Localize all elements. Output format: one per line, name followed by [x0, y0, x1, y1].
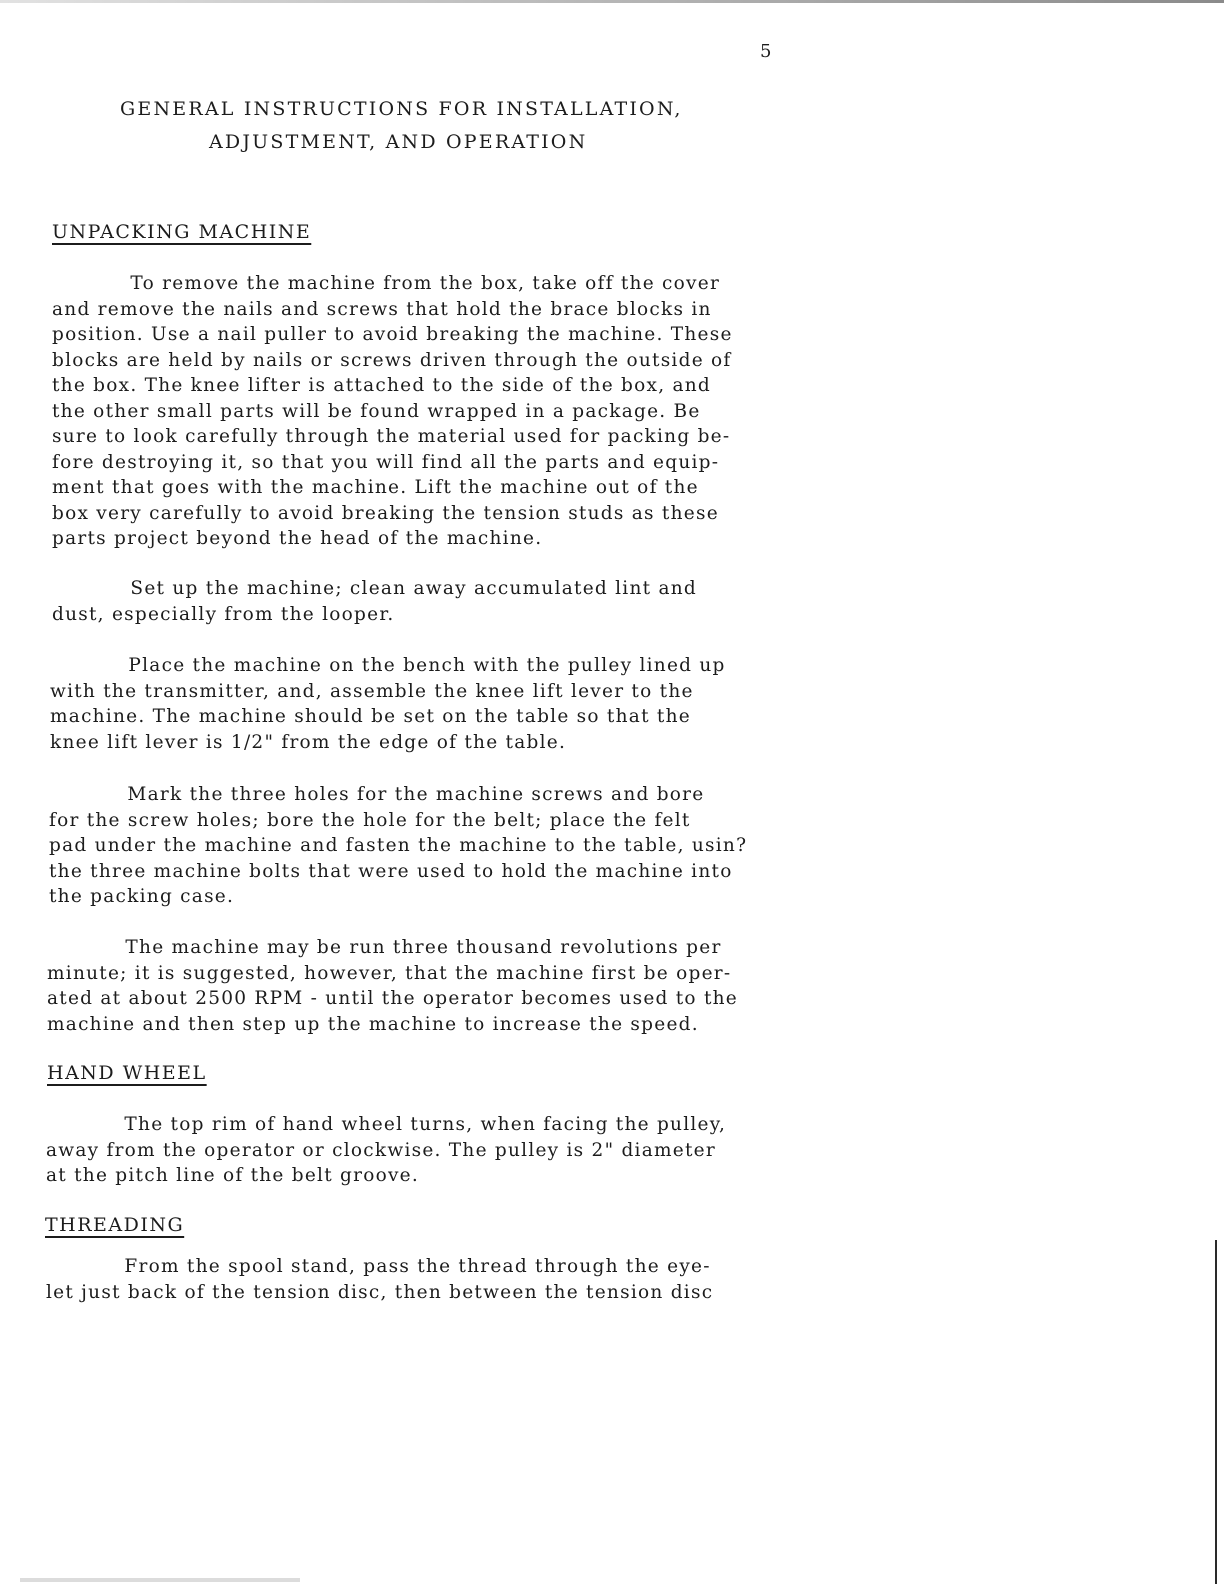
scan-bottom-edge: [20, 1578, 300, 1582]
hand-wheel-paragraph-1: The top rim of hand wheel turns, when facing the pulley, away from the operator or clockwise. The pulley is 2" diameter at the pitch line of the belt groove.: [46, 1114, 727, 1186]
unpacking-paragraph-5: The machine may be run three thousand revolutions per minute; it is suggested, however, that the machine first be oper- ated at about 2500 RPM - until the operator becomes used to the machine and then step up the machine to increase the speed.: [47, 937, 739, 1035]
section-heading-unpacking-machine: UNPACKING MACHINE: [52, 221, 312, 243]
section-heading-threading: THREADING: [45, 1214, 185, 1236]
unpacking-paragraph-2: Set up the machine; clean away accumulated lint and dust, especially from the looper.: [52, 578, 697, 625]
scan-right-edge: [1215, 1240, 1217, 1584]
threading-paragraph-1: From the spool stand, pass the thread through the eye- let just back of the tension disc, then between the tension disc: [46, 1256, 714, 1303]
page-title-line-2: ADJUSTMENT, AND OPERATION: [209, 131, 588, 153]
page-number: 5: [760, 41, 773, 62]
scan-top-edge: [0, 0, 1224, 3]
unpacking-paragraph-1: To remove the machine from the box, take off the cover and remove the nails and screws that hold the brace blocks in position. Use a nail puller to avoid breaking the machine. These blocks are held by nails or screws driven through the outside of the box. The knee lifter is attached to the side of the box, and the other small parts will be found wrapped in a package. Be sure to look carefully through the material used for packing be- fore destroying it, so that you will find all the parts and equip- ment that goes with the machine. Lift the machine out of the box very carefully to avoid breaking the tension studs as these parts project beyond the head of the machine.: [52, 273, 733, 549]
page-title-line-1: GENERAL INSTRUCTIONS FOR INSTALLATION,: [120, 98, 683, 120]
unpacking-paragraph-3: Place the machine on the bench with the pulley lined up with the transmitter, and, assemble the knee lift lever to the machine. The machine should be set on the table so that the knee lift lever is 1/2" from the edge of the table.: [50, 655, 726, 753]
section-heading-hand-wheel: HAND WHEEL: [47, 1062, 207, 1084]
unpacking-paragraph-4: Mark the three holes for the machine screws and bore for the screw holes; bore the hole for the belt; place the felt pad under the machine and fasten the machine to the table, usin? the three machine bolts that were used to hold the machine into the packing case.: [49, 784, 748, 907]
